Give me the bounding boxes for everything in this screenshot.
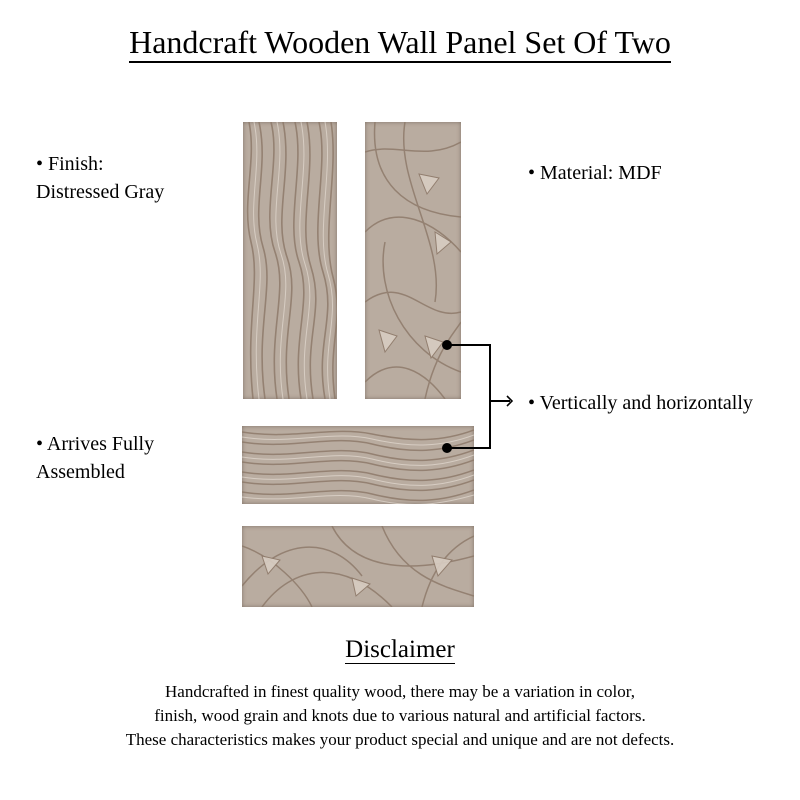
disclaimer-line: Handcrafted in finest quality wood, there may be a variation in color, bbox=[165, 682, 635, 701]
feature-assembled-label: • Arrives Fully bbox=[36, 433, 155, 455]
disclaimer-line: finish, wood grain and knots due to various natural and artificial factors. bbox=[154, 706, 646, 725]
page-title-text: Handcraft Wooden Wall Panel Set Of Two bbox=[129, 24, 671, 63]
connector-dot-top bbox=[442, 340, 452, 350]
disclaimer-heading bbox=[0, 633, 800, 667]
connector-dot-bottom bbox=[442, 443, 452, 453]
feature-orientation: • Vertically and horizontally bbox=[528, 392, 753, 414]
feature-material: • Material: MDF bbox=[528, 162, 662, 184]
disclaimer-line: These characteristics makes your product special and unique and are not defects. bbox=[125, 730, 675, 749]
feature-finish-value: Distressed Gray bbox=[36, 181, 165, 203]
disclaimer-heading-text: Disclaimer bbox=[345, 636, 455, 663]
disclaimer-text bbox=[0, 680, 800, 752]
feature-assembled-value: Assembled bbox=[36, 461, 125, 483]
feature-finish-label: • Finish: bbox=[36, 153, 104, 175]
